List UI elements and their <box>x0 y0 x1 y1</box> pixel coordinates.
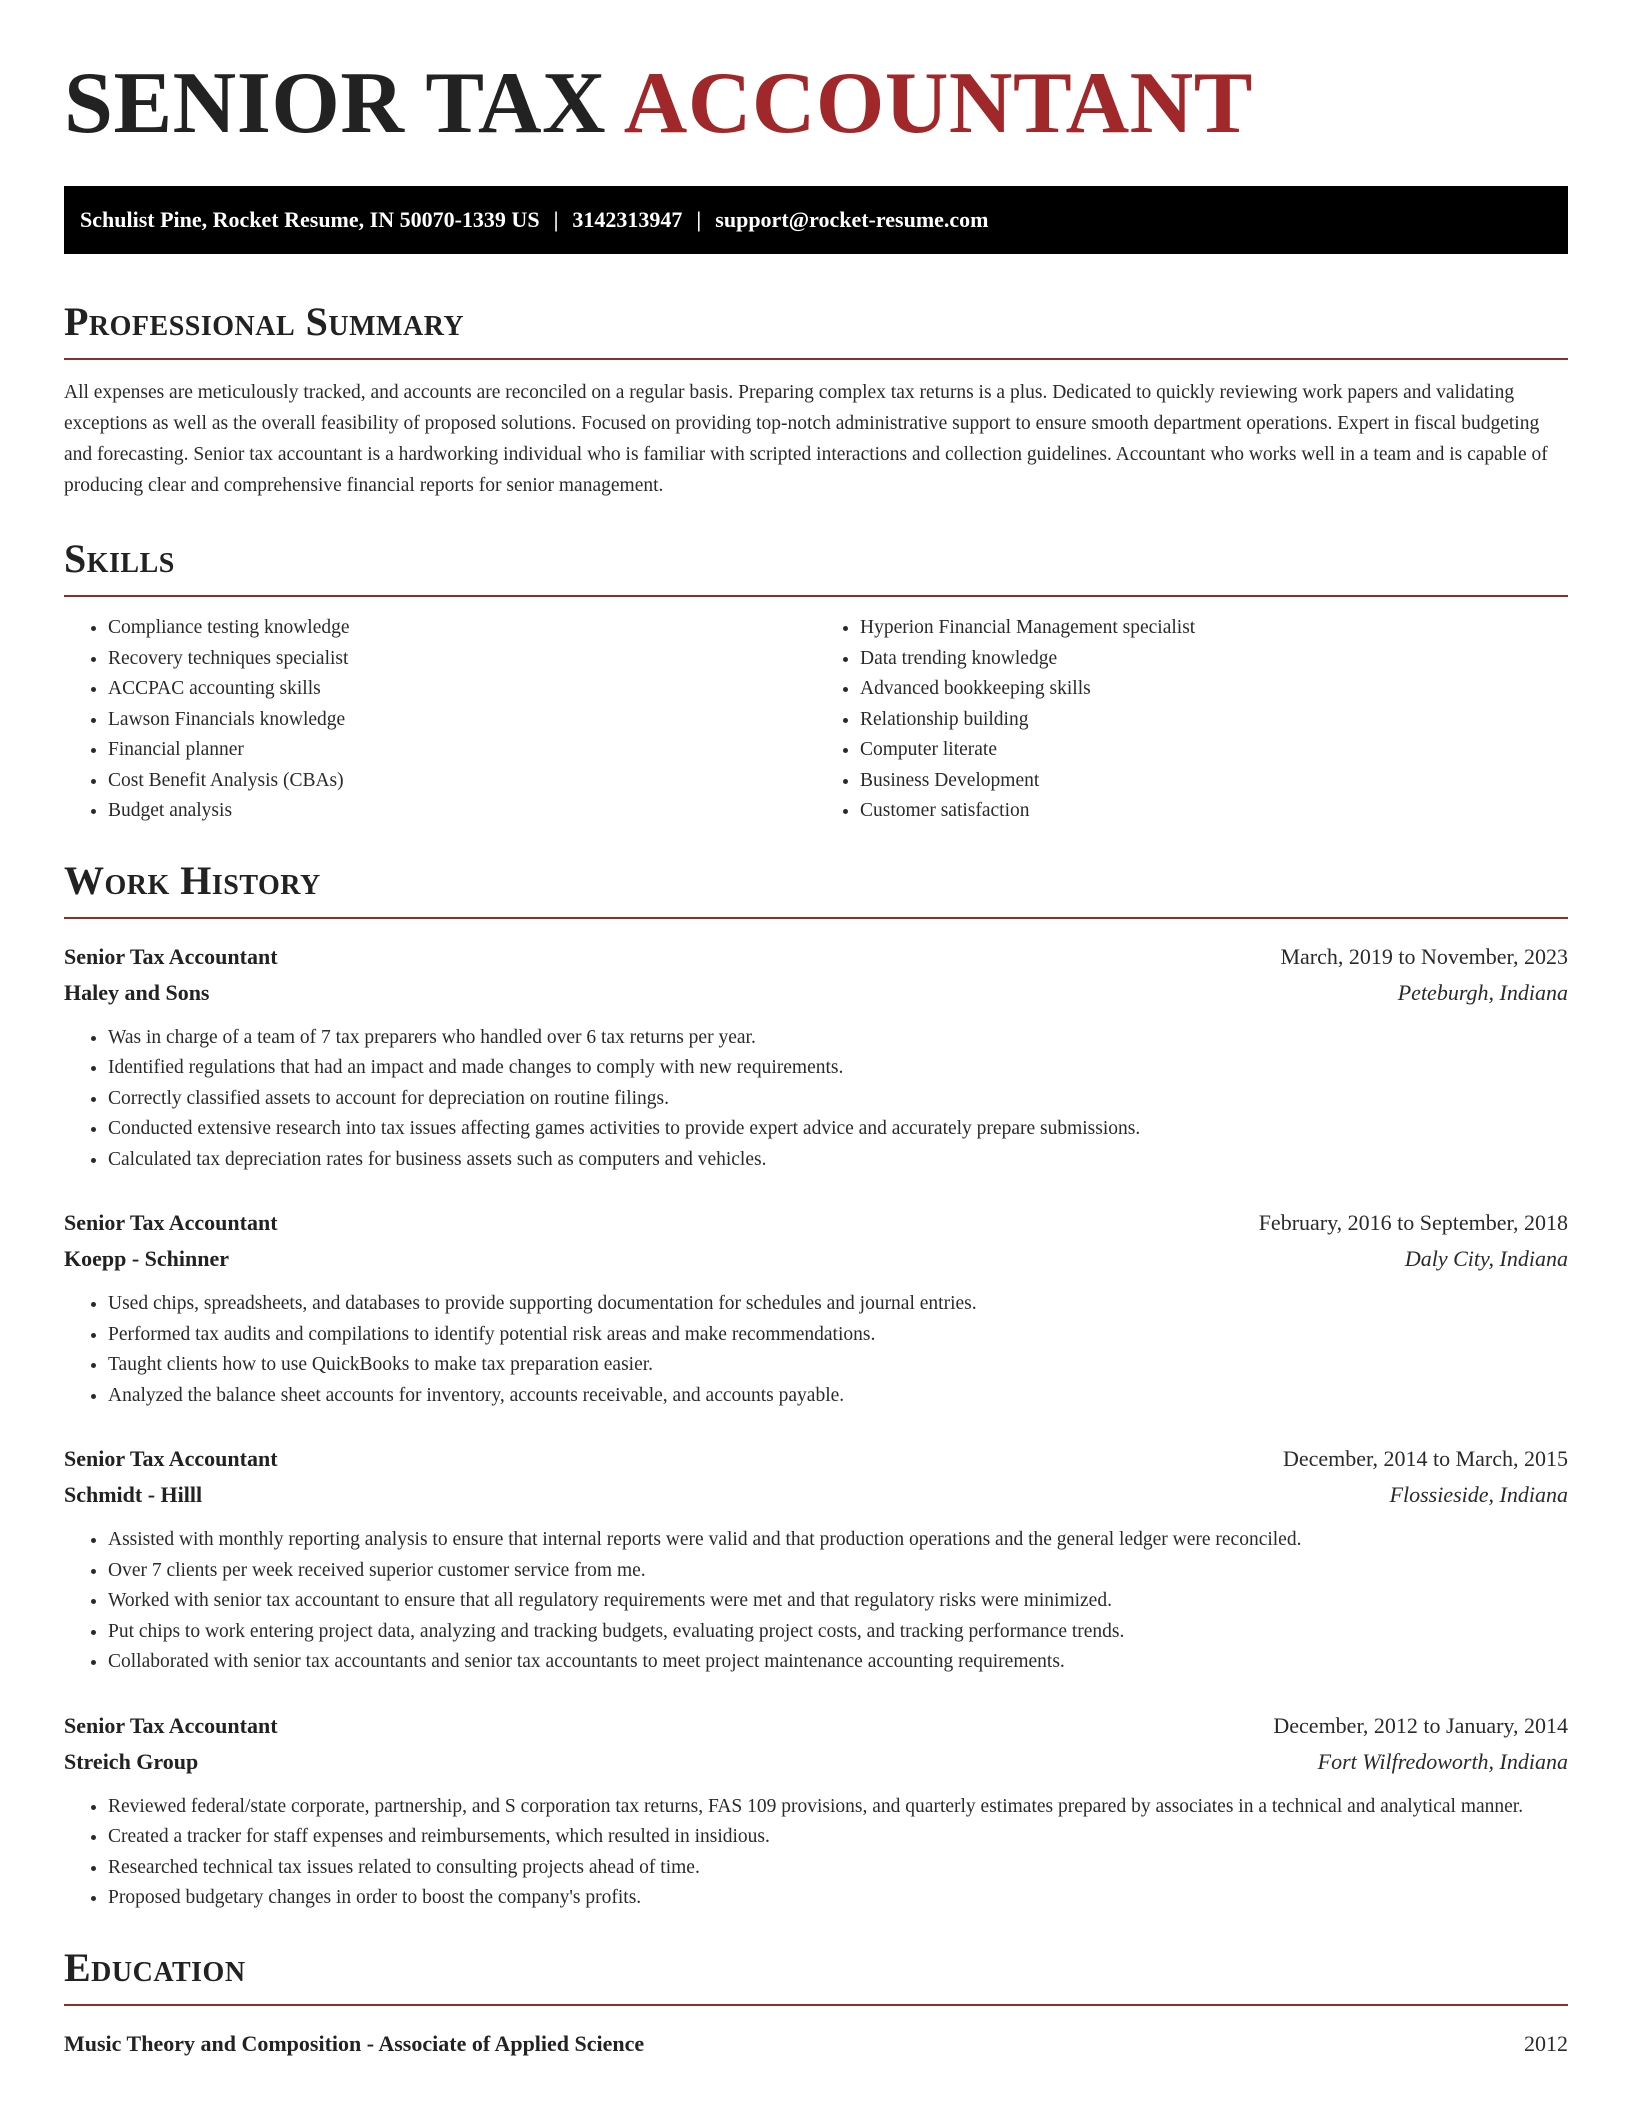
job-dates: March, 2019 to November, 2023 <box>1280 943 1568 969</box>
job-entry <box>64 1205 1568 1411</box>
skill-item: • Lawson Financials knowledge <box>108 705 816 736</box>
job-bullet: • Performed tax audits and compilations to identify potential risk areas and make recommendations. <box>108 1320 1568 1351</box>
skills-title: Skills <box>64 536 175 581</box>
skill-item: • Hyperion Financial Management specialist <box>860 613 1568 644</box>
skill-item: • Cost Benefit Analysis (CBAs) <box>108 766 816 797</box>
contact-separator: | <box>696 207 702 232</box>
job-location: Flossieside, Indiana <box>1389 1482 1568 1507</box>
job-company: Schmidt - Hilll <box>64 1482 203 1507</box>
job-title: Senior Tax Accountant <box>64 1446 278 1471</box>
education-year: 2012 <box>1524 2030 1568 2056</box>
job-bullets <box>64 1289 1568 1411</box>
education-degree: Music Theory and Composition - Associate of Applied Science <box>64 2030 645 2056</box>
section-divider <box>64 2004 1568 2006</box>
contact-phone: 3142313947 <box>572 207 683 232</box>
section-divider <box>64 917 1568 919</box>
education-entry <box>64 2026 1568 2062</box>
job-bullet: • Taught clients how to use QuickBooks to make tax preparation easier. <box>108 1350 1568 1381</box>
contact-separator: | <box>553 207 559 232</box>
work-history-section <box>64 857 1568 1914</box>
skill-item: • Advanced bookkeeping skills <box>860 674 1568 705</box>
skills-grid <box>64 613 1568 827</box>
contact-bar <box>64 186 1568 254</box>
job-dates: February, 2016 to September, 2018 <box>1258 1210 1568 1235</box>
skills-column-left <box>64 613 816 827</box>
summary-title: Professional Summary <box>64 299 465 344</box>
job-company: Streich Group <box>64 1748 199 1774</box>
summary-text: All expenses are meticulously tracked, and accounts are reconciled on a regular basis. Preparing complex tax returns is a plus. Dedicated to quickly reviewing work papers and validating exceptions as well as the overall feasibility of proposed solutions. Focused on providing top-notch administrative support to ensure smooth department operations. Expert in fiscal budgeting and forecasting. Senior tax accountant is a hardworking individual who is familiar with scripted interactions and collection guidelines. Accountant who works well in a team and is capable of producing clear and comprehensive financial reports for senior management. <box>64 382 1548 496</box>
job-bullet: • Put chips to work entering project data, analyzing and tracking budgets, evaluating project costs, and tracking performance trends. <box>108 1617 1568 1648</box>
job-bullet: • Identified regulations that had an impact and made changes to comply with new requirements. <box>108 1053 1568 1084</box>
job-bullets <box>64 1525 1568 1678</box>
skill-item: • Financial planner <box>108 735 816 766</box>
job-bullet: • Was in charge of a team of 7 tax preparers who handled over 6 tax returns per year. <box>108 1023 1568 1054</box>
skill-item: • Relationship building <box>860 705 1568 736</box>
job-bullet: • Created a tracker for staff expenses and reimbursements, which resulted in insidious. <box>108 1822 1568 1853</box>
job-entry <box>64 1441 1568 1678</box>
job-bullets <box>64 1023 1568 1176</box>
skills-column-right <box>816 613 1568 827</box>
job-bullet: • Worked with senior tax accountant to ensure that all regulatory requirements were met and that regulatory risks were minimized. <box>108 1586 1568 1617</box>
job-bullet: • Assisted with monthly reporting analysis to ensure that internal reports were valid and that production operations and the general ledger were reconciled. <box>108 1525 1568 1556</box>
skill-item: • Computer literate <box>860 735 1568 766</box>
job-bullet: • Proposed budgetary changes in order to boost the company's profits. <box>108 1883 1568 1914</box>
skills-section <box>64 535 1568 827</box>
skill-item: • ACCPAC accounting skills <box>108 674 816 705</box>
name-part2: ACCOUNTANT <box>623 55 1253 152</box>
job-bullet: • Calculated tax depreciation rates for business assets such as computers and vehicles. <box>108 1145 1568 1176</box>
skill-item: • Budget analysis <box>108 796 816 827</box>
job-bullet: • Used chips, spreadsheets, and databases to provide supporting documentation for schedules and journal entries. <box>108 1289 1568 1320</box>
job-bullet: • Researched technical tax issues related to consulting projects ahead of time. <box>108 1853 1568 1884</box>
job-bullet: • Correctly classified assets to account for depreciation on routine filings. <box>108 1084 1568 1115</box>
job-bullet: • Reviewed federal/state corporate, partnership, and S corporation tax returns, FAS 109 provisions, and quarterly estimates prepared by associates in a technical and analytical manner. <box>108 1792 1568 1823</box>
job-bullet: • Analyzed the balance sheet accounts for inventory, accounts receivable, and accounts payable. <box>108 1381 1568 1412</box>
summary-section <box>64 298 1568 501</box>
job-dates: December, 2012 to January, 2014 <box>1273 1712 1568 1738</box>
job-bullet: • Over 7 clients per week received superior customer service from me. <box>108 1556 1568 1587</box>
job-title: Senior Tax Accountant <box>64 1712 278 1738</box>
section-divider <box>64 595 1568 597</box>
education-section <box>64 1944 1568 2062</box>
job-bullets <box>64 1792 1568 1914</box>
education-title: Education <box>64 1944 246 1990</box>
job-location: Daly City, Indiana <box>1404 1246 1568 1271</box>
contact-address: Schulist Pine, Rocket Resume, IN 50070-1339 US <box>80 207 540 232</box>
skill-item: • Compliance testing knowledge <box>108 613 816 644</box>
job-title: Senior Tax Accountant <box>64 943 278 969</box>
resume-name <box>64 0 1568 152</box>
job-bullet: • Collaborated with senior tax accountants and senior tax accountants to meet project maintenance accounting requirements. <box>108 1647 1568 1678</box>
work-history-title: Work History <box>64 857 321 903</box>
job-entry <box>64 1708 1568 1914</box>
job-company: Koepp - Schinner <box>64 1246 230 1271</box>
job-location: Fort Wilfredoworth, Indiana <box>1317 1748 1568 1774</box>
job-dates: December, 2014 to March, 2015 <box>1282 1446 1568 1471</box>
skill-item: • Data trending knowledge <box>860 644 1568 675</box>
skill-item: • Recovery techniques specialist <box>108 644 816 675</box>
job-entry <box>64 939 1568 1176</box>
contact-email: support@rocket-resume.com <box>715 207 989 232</box>
section-divider <box>64 358 1568 360</box>
job-title: Senior Tax Accountant <box>64 1210 278 1235</box>
job-location: Peteburgh, Indiana <box>1397 979 1568 1005</box>
job-bullet: • Conducted extensive research into tax issues affecting games activities to provide expert advice and accurately prepare submissions. <box>108 1114 1568 1145</box>
skill-item: • Business Development <box>860 766 1568 797</box>
skill-item: • Customer satisfaction <box>860 796 1568 827</box>
job-company: Haley and Sons <box>64 979 210 1005</box>
name-part1: SENIOR TAX <box>64 55 607 152</box>
